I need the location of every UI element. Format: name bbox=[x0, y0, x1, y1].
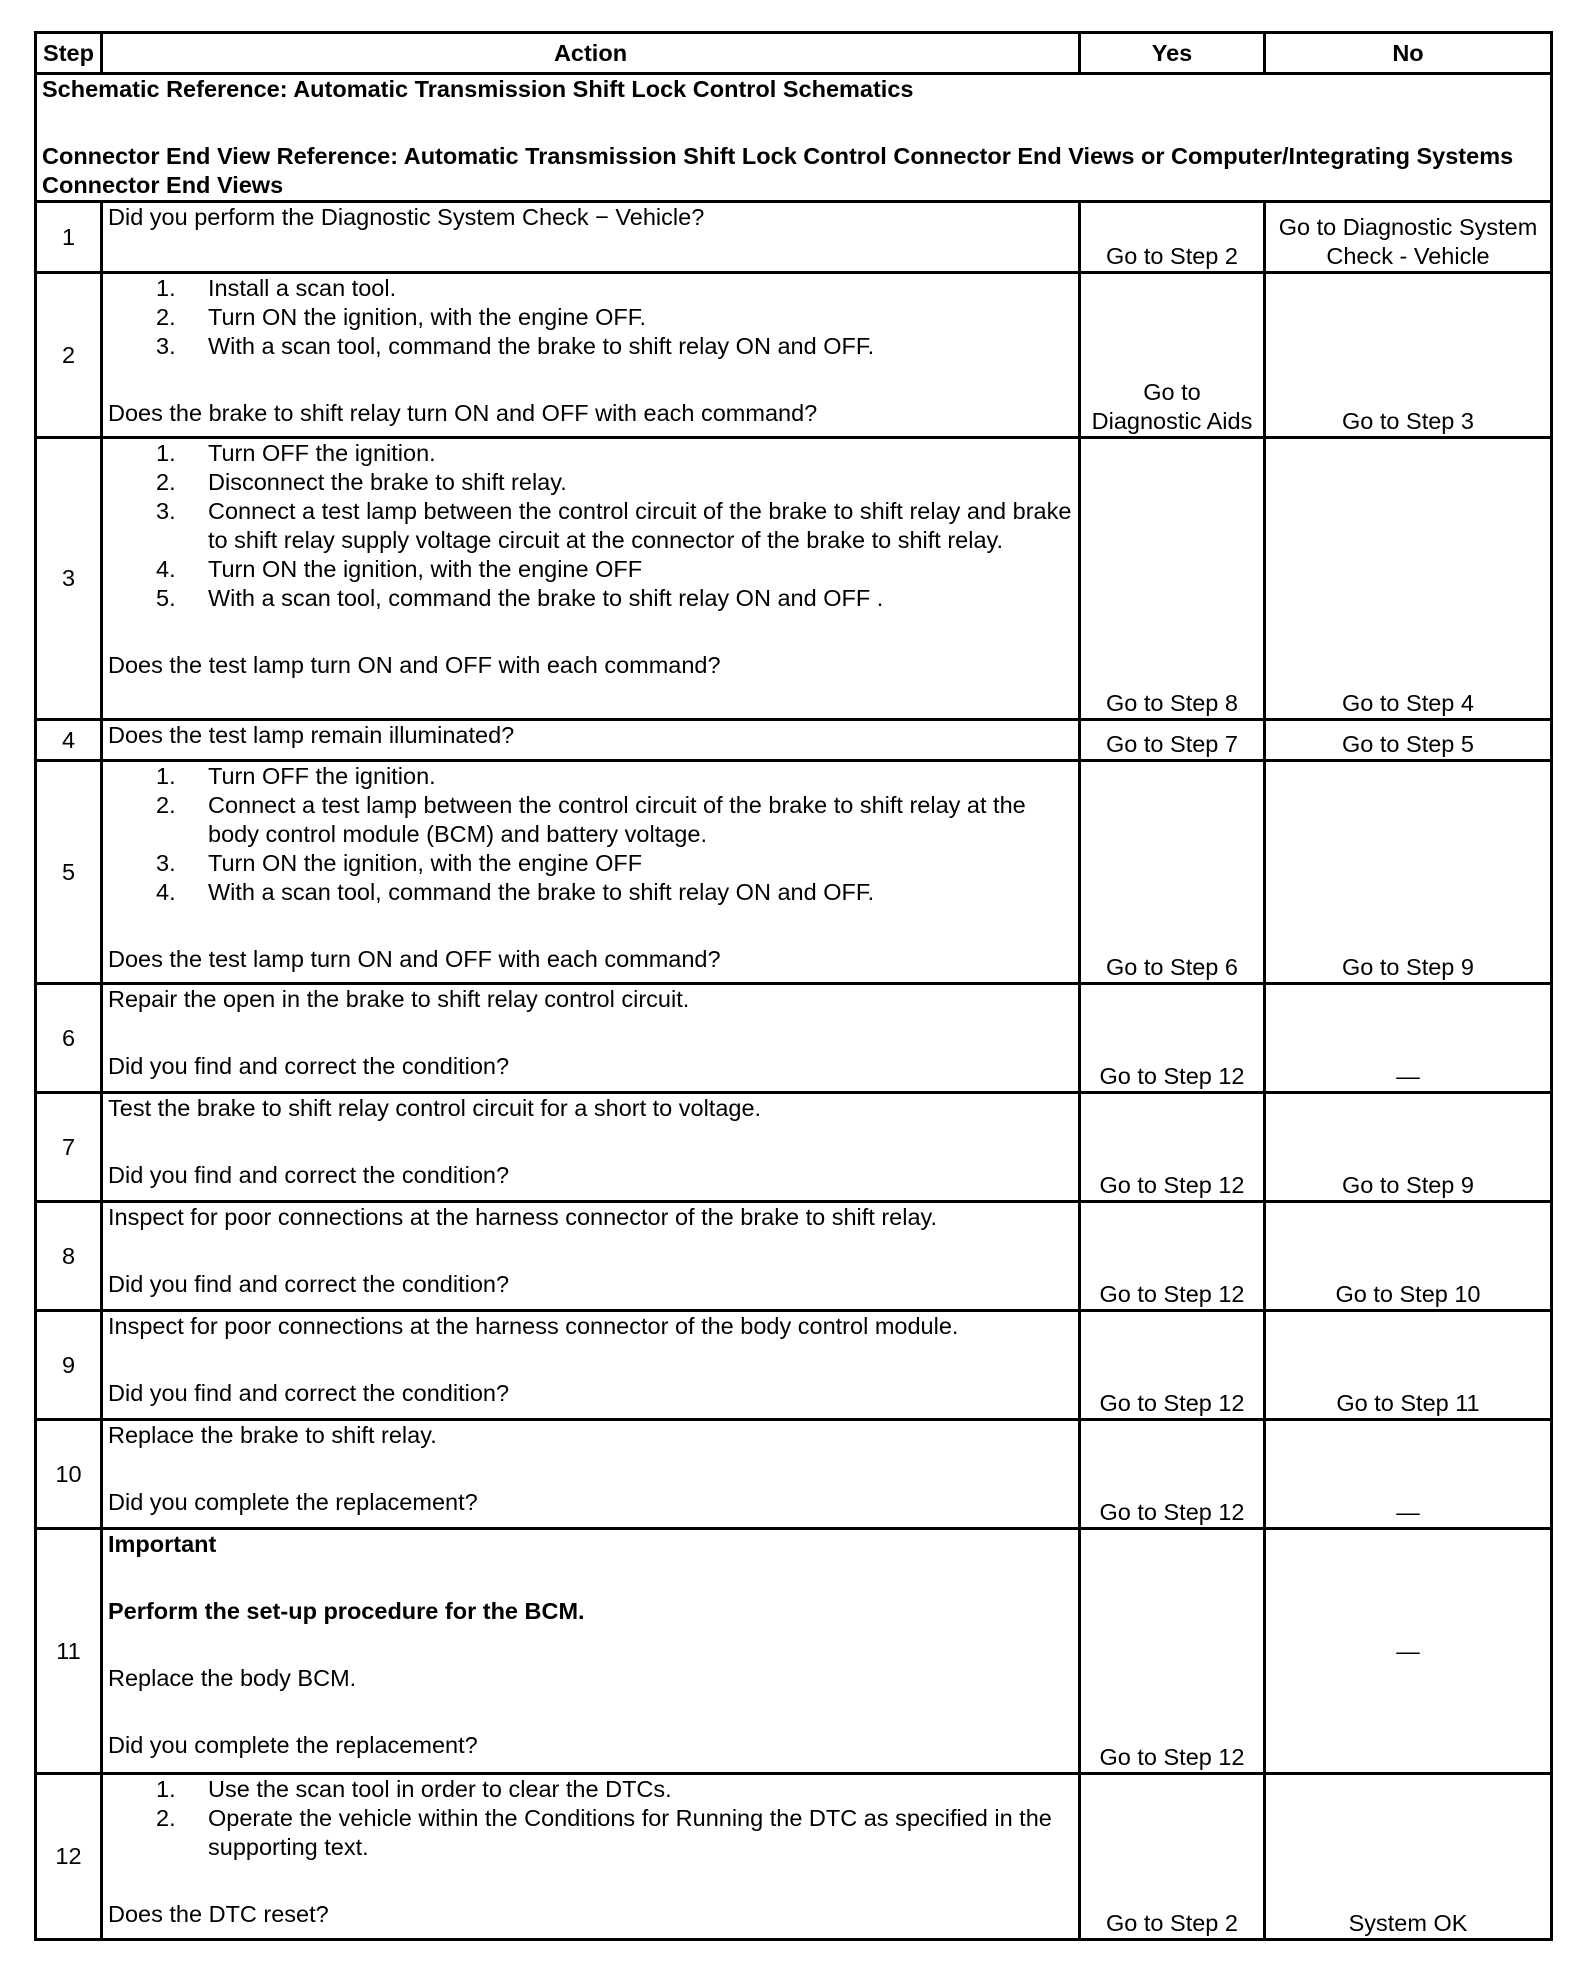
no-cell: Go to Step 11 bbox=[1265, 1311, 1552, 1420]
instruction-text: Replace the body BCM. bbox=[108, 1665, 357, 1691]
list-item: 2. Turn ON the ignition, with the engine OFF. bbox=[156, 304, 647, 330]
list-item: 4. Turn ON the ignition, with the engine OFF bbox=[156, 556, 643, 582]
header-yes: Yes bbox=[1080, 33, 1265, 74]
yes-cell: Go to Step 6 bbox=[1080, 761, 1265, 984]
procedure-list bbox=[108, 274, 1073, 361]
list-item: 3. Connect a test lamp between the control circuit of the brake to shift relay and brake to shift relay supply voltage circuit at the connector of the brake to shift relay. bbox=[156, 498, 1072, 553]
step-number: 6 bbox=[36, 984, 102, 1093]
connector-reference: Connector End View Reference: Automatic Transmission Shift Lock Control Connector End Views or Computer/Integrating Systems Connector End Views bbox=[42, 143, 1514, 198]
no-cell: — bbox=[1265, 1529, 1552, 1774]
list-item: 2. Operate the vehicle within the Conditions for Running the DTC as specified in the supporting text. bbox=[156, 1805, 1052, 1860]
reference-row bbox=[36, 74, 1552, 202]
list-item: 1. Install a scan tool. bbox=[156, 275, 397, 301]
no-cell: Go to Step 3 bbox=[1265, 273, 1552, 438]
table-row bbox=[36, 438, 1552, 720]
schematic-reference: Schematic Reference: Automatic Transmission Shift Lock Control Schematics bbox=[42, 76, 914, 102]
reference-cell bbox=[36, 74, 1552, 202]
no-cell: Go to Step 9 bbox=[1265, 1093, 1552, 1202]
instruction-text: Replace the brake to shift relay. bbox=[108, 1422, 437, 1448]
no-cell: Go to Diagnostic System Check - Vehicle bbox=[1265, 202, 1552, 273]
header-action: Action bbox=[102, 33, 1080, 74]
action-cell bbox=[102, 438, 1080, 720]
action-cell bbox=[102, 202, 1080, 273]
table-row bbox=[36, 1202, 1552, 1311]
procedure-list bbox=[108, 762, 1073, 907]
instruction-text: Repair the open in the brake to shift relay control circuit. bbox=[108, 986, 690, 1012]
table-row bbox=[36, 720, 1552, 761]
action-cell bbox=[102, 984, 1080, 1093]
table-row bbox=[36, 1774, 1552, 1940]
list-item: 2. Connect a test lamp between the control circuit of the brake to shift relay at the body control module (BCM) and battery voltage. bbox=[156, 792, 1026, 847]
step-number: 11 bbox=[36, 1529, 102, 1774]
yes-cell: Go to Step 2 bbox=[1080, 1774, 1265, 1940]
step-number: 3 bbox=[36, 438, 102, 720]
yes-cell: Go to Step 12 bbox=[1080, 1311, 1265, 1420]
diagnostic-table bbox=[34, 31, 1553, 1941]
list-item: 1. Turn OFF the ignition. bbox=[156, 440, 436, 466]
table-row bbox=[36, 1093, 1552, 1202]
table-row bbox=[36, 202, 1552, 273]
step-number: 9 bbox=[36, 1311, 102, 1420]
step-number: 2 bbox=[36, 273, 102, 438]
no-cell: Go to Step 9 bbox=[1265, 761, 1552, 984]
action-cell bbox=[102, 1420, 1080, 1529]
no-cell: Go to Step 10 bbox=[1265, 1202, 1552, 1311]
question-text: Did you complete the replacement? bbox=[108, 1732, 478, 1758]
action-cell bbox=[102, 273, 1080, 438]
list-item: 4. With a scan tool, command the brake to shift relay ON and OFF. bbox=[156, 879, 875, 905]
yes-cell: Go to Diagnostic Aids bbox=[1080, 273, 1265, 438]
list-item: 2. Disconnect the brake to shift relay. bbox=[156, 469, 567, 495]
yes-cell: Go to Step 2 bbox=[1080, 202, 1265, 273]
action-cell bbox=[102, 1093, 1080, 1202]
header-row bbox=[36, 33, 1552, 74]
no-cell: System OK bbox=[1265, 1774, 1552, 1940]
procedure-list bbox=[108, 439, 1073, 613]
question-text: Did you perform the Diagnostic System Check − Vehicle? bbox=[108, 204, 705, 230]
step-number: 10 bbox=[36, 1420, 102, 1529]
action-cell bbox=[102, 1311, 1080, 1420]
table-row bbox=[36, 1311, 1552, 1420]
step-number: 8 bbox=[36, 1202, 102, 1311]
question-text: Did you find and correct the condition? bbox=[108, 1053, 510, 1079]
no-cell: Go to Step 5 bbox=[1265, 720, 1552, 761]
step-number: 12 bbox=[36, 1774, 102, 1940]
table-row bbox=[36, 761, 1552, 984]
step-number: 1 bbox=[36, 202, 102, 273]
instruction-text: Inspect for poor connections at the harness connector of the brake to shift relay. bbox=[108, 1204, 938, 1230]
yes-cell: Go to Step 8 bbox=[1080, 438, 1265, 720]
no-cell: Go to Step 4 bbox=[1265, 438, 1552, 720]
yes-cell: Go to Step 7 bbox=[1080, 720, 1265, 761]
yes-cell: Go to Step 12 bbox=[1080, 984, 1265, 1093]
header-no: No bbox=[1265, 33, 1552, 74]
question-text: Did you complete the replacement? bbox=[108, 1489, 478, 1515]
table-row bbox=[36, 984, 1552, 1093]
step-number: 7 bbox=[36, 1093, 102, 1202]
question-text: Did you find and correct the condition? bbox=[108, 1271, 510, 1297]
question-text: Does the test lamp remain illuminated? bbox=[108, 722, 515, 748]
list-item: 3. With a scan tool, command the brake to shift relay ON and OFF. bbox=[156, 333, 875, 359]
yes-cell: Go to Step 12 bbox=[1080, 1420, 1265, 1529]
question-text: Does the brake to shift relay turn ON and OFF with each command? bbox=[108, 400, 818, 426]
yes-cell: Go to Step 12 bbox=[1080, 1093, 1265, 1202]
question-text: Does the DTC reset? bbox=[108, 1901, 329, 1927]
action-cell bbox=[102, 761, 1080, 984]
table-row bbox=[36, 1420, 1552, 1529]
list-item: 1. Use the scan tool in order to clear the DTCs. bbox=[156, 1776, 672, 1802]
no-cell: — bbox=[1265, 984, 1552, 1093]
yes-cell: Go to Step 12 bbox=[1080, 1529, 1265, 1774]
question-text: Did you find and correct the condition? bbox=[108, 1380, 510, 1406]
list-item: 5. With a scan tool, command the brake to shift relay ON and OFF . bbox=[156, 585, 884, 611]
list-item: 1. Turn OFF the ignition. bbox=[156, 763, 436, 789]
table-row bbox=[36, 1529, 1552, 1774]
table-row bbox=[36, 273, 1552, 438]
yes-cell: Go to Step 12 bbox=[1080, 1202, 1265, 1311]
no-cell: — bbox=[1265, 1420, 1552, 1529]
question-text: Does the test lamp turn ON and OFF with each command? bbox=[108, 652, 721, 678]
step-number: 4 bbox=[36, 720, 102, 761]
header-step: Step bbox=[36, 33, 102, 74]
list-item: 3. Turn ON the ignition, with the engine OFF bbox=[156, 850, 643, 876]
instruction-text: Inspect for poor connections at the harness connector of the body control module. bbox=[108, 1313, 959, 1339]
action-cell bbox=[102, 1202, 1080, 1311]
instruction-text: Test the brake to shift relay control circuit for a short to voltage. bbox=[108, 1095, 762, 1121]
question-text: Does the test lamp turn ON and OFF with each command? bbox=[108, 946, 721, 972]
question-text: Did you find and correct the condition? bbox=[108, 1162, 510, 1188]
important-text: Perform the set-up procedure for the BCM. bbox=[108, 1598, 585, 1624]
action-cell bbox=[102, 1529, 1080, 1774]
important-label: Important bbox=[108, 1531, 217, 1557]
procedure-list bbox=[108, 1775, 1073, 1862]
action-cell bbox=[102, 1774, 1080, 1940]
action-cell bbox=[102, 720, 1080, 761]
step-number: 5 bbox=[36, 761, 102, 984]
